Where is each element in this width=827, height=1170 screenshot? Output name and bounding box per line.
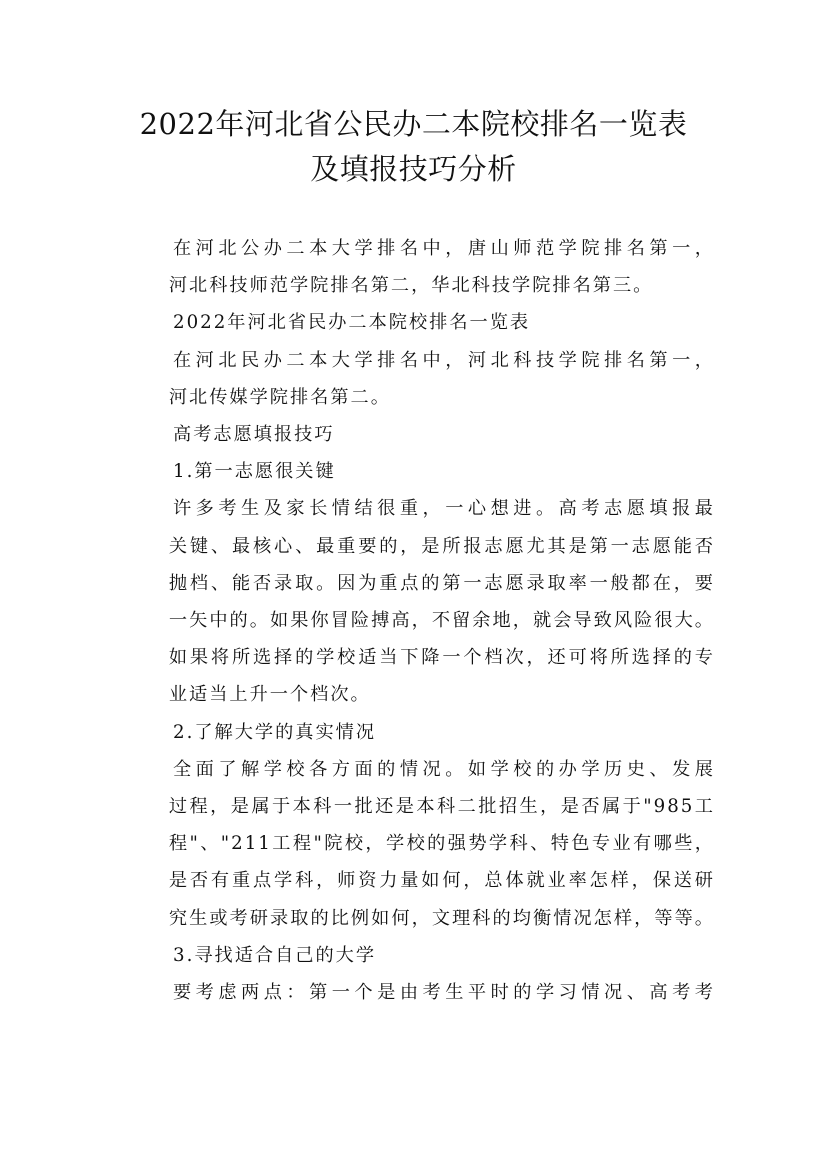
- heading-tip-2: 2.了解大学的真实情况: [173, 721, 377, 743]
- text-line: 业适当上升一个档次。: [168, 684, 371, 706]
- text-line: 是否有重点学科，师资力量如何，总体就业率怎样，保送研: [168, 870, 715, 892]
- document-title-line-1: 2022年河北省公民办二本院校排名一览表: [139, 107, 688, 141]
- heading-private-ranking: 2022年河北省民办二本院校排名一览表: [173, 312, 531, 334]
- text-line: 如果将所选择的学校适当下降一个档次，还可将所选择的专: [168, 647, 715, 669]
- paragraph-public-ranking: [127, 230, 715, 304]
- paragraph-tip-3: [127, 974, 715, 1011]
- document-title-line-2: 及填报技巧分析: [310, 152, 517, 186]
- text-line: 在河北公办二本大学排名中，唐山师范学院排名第一，: [173, 238, 715, 259]
- heading-tip-3: 3.寻找适合自己的大学: [173, 944, 377, 966]
- text-line: 过程，是属于本科一批还是本科二批招生，是否属于"985工: [168, 796, 715, 818]
- text-line: 在河北民办二本大学排名中，河北科技学院排名第一，: [173, 349, 715, 371]
- paragraph-tip-2: [127, 751, 715, 937]
- text-line: 河北科技师范学院排名第二，华北科技学院排名第三。: [168, 275, 654, 297]
- heading-tips: 高考志愿填报技巧: [173, 424, 335, 446]
- document-body: [127, 230, 715, 1011]
- heading-tip-1: 1.第一志愿很关键: [173, 461, 336, 483]
- text-line: 关键、最核心、最重要的，是所报志愿尤其是第一志愿能否: [168, 535, 715, 557]
- text-line: 抛档、能否录取。因为重点的第一志愿录取率一般都在，要: [168, 572, 715, 594]
- text-line: 程"、"211工程"院校，学校的强势学科、特色专业有哪些，: [168, 833, 715, 855]
- paragraph-tip-1: [127, 490, 715, 713]
- paragraph-private-ranking: [127, 342, 715, 416]
- text-line: 要考虑两点：第一个是由考生平时的学习情况、高考考: [173, 982, 715, 1004]
- text-line: 河北传媒学院排名第二。: [168, 386, 391, 408]
- text-line: 许多考生及家长情结很重，一心想进。高考志愿填报最: [173, 498, 715, 520]
- text-line: 一矢中的。如果你冒险搏高，不留余地，就会导致风险很大。: [168, 610, 715, 632]
- text-line: 全面了解学校各方面的情况。如学校的办学历史、发展: [173, 758, 715, 780]
- text-line: 究生或考研录取的比例如何，文理科的均衡情况怎样，等等。: [168, 907, 715, 929]
